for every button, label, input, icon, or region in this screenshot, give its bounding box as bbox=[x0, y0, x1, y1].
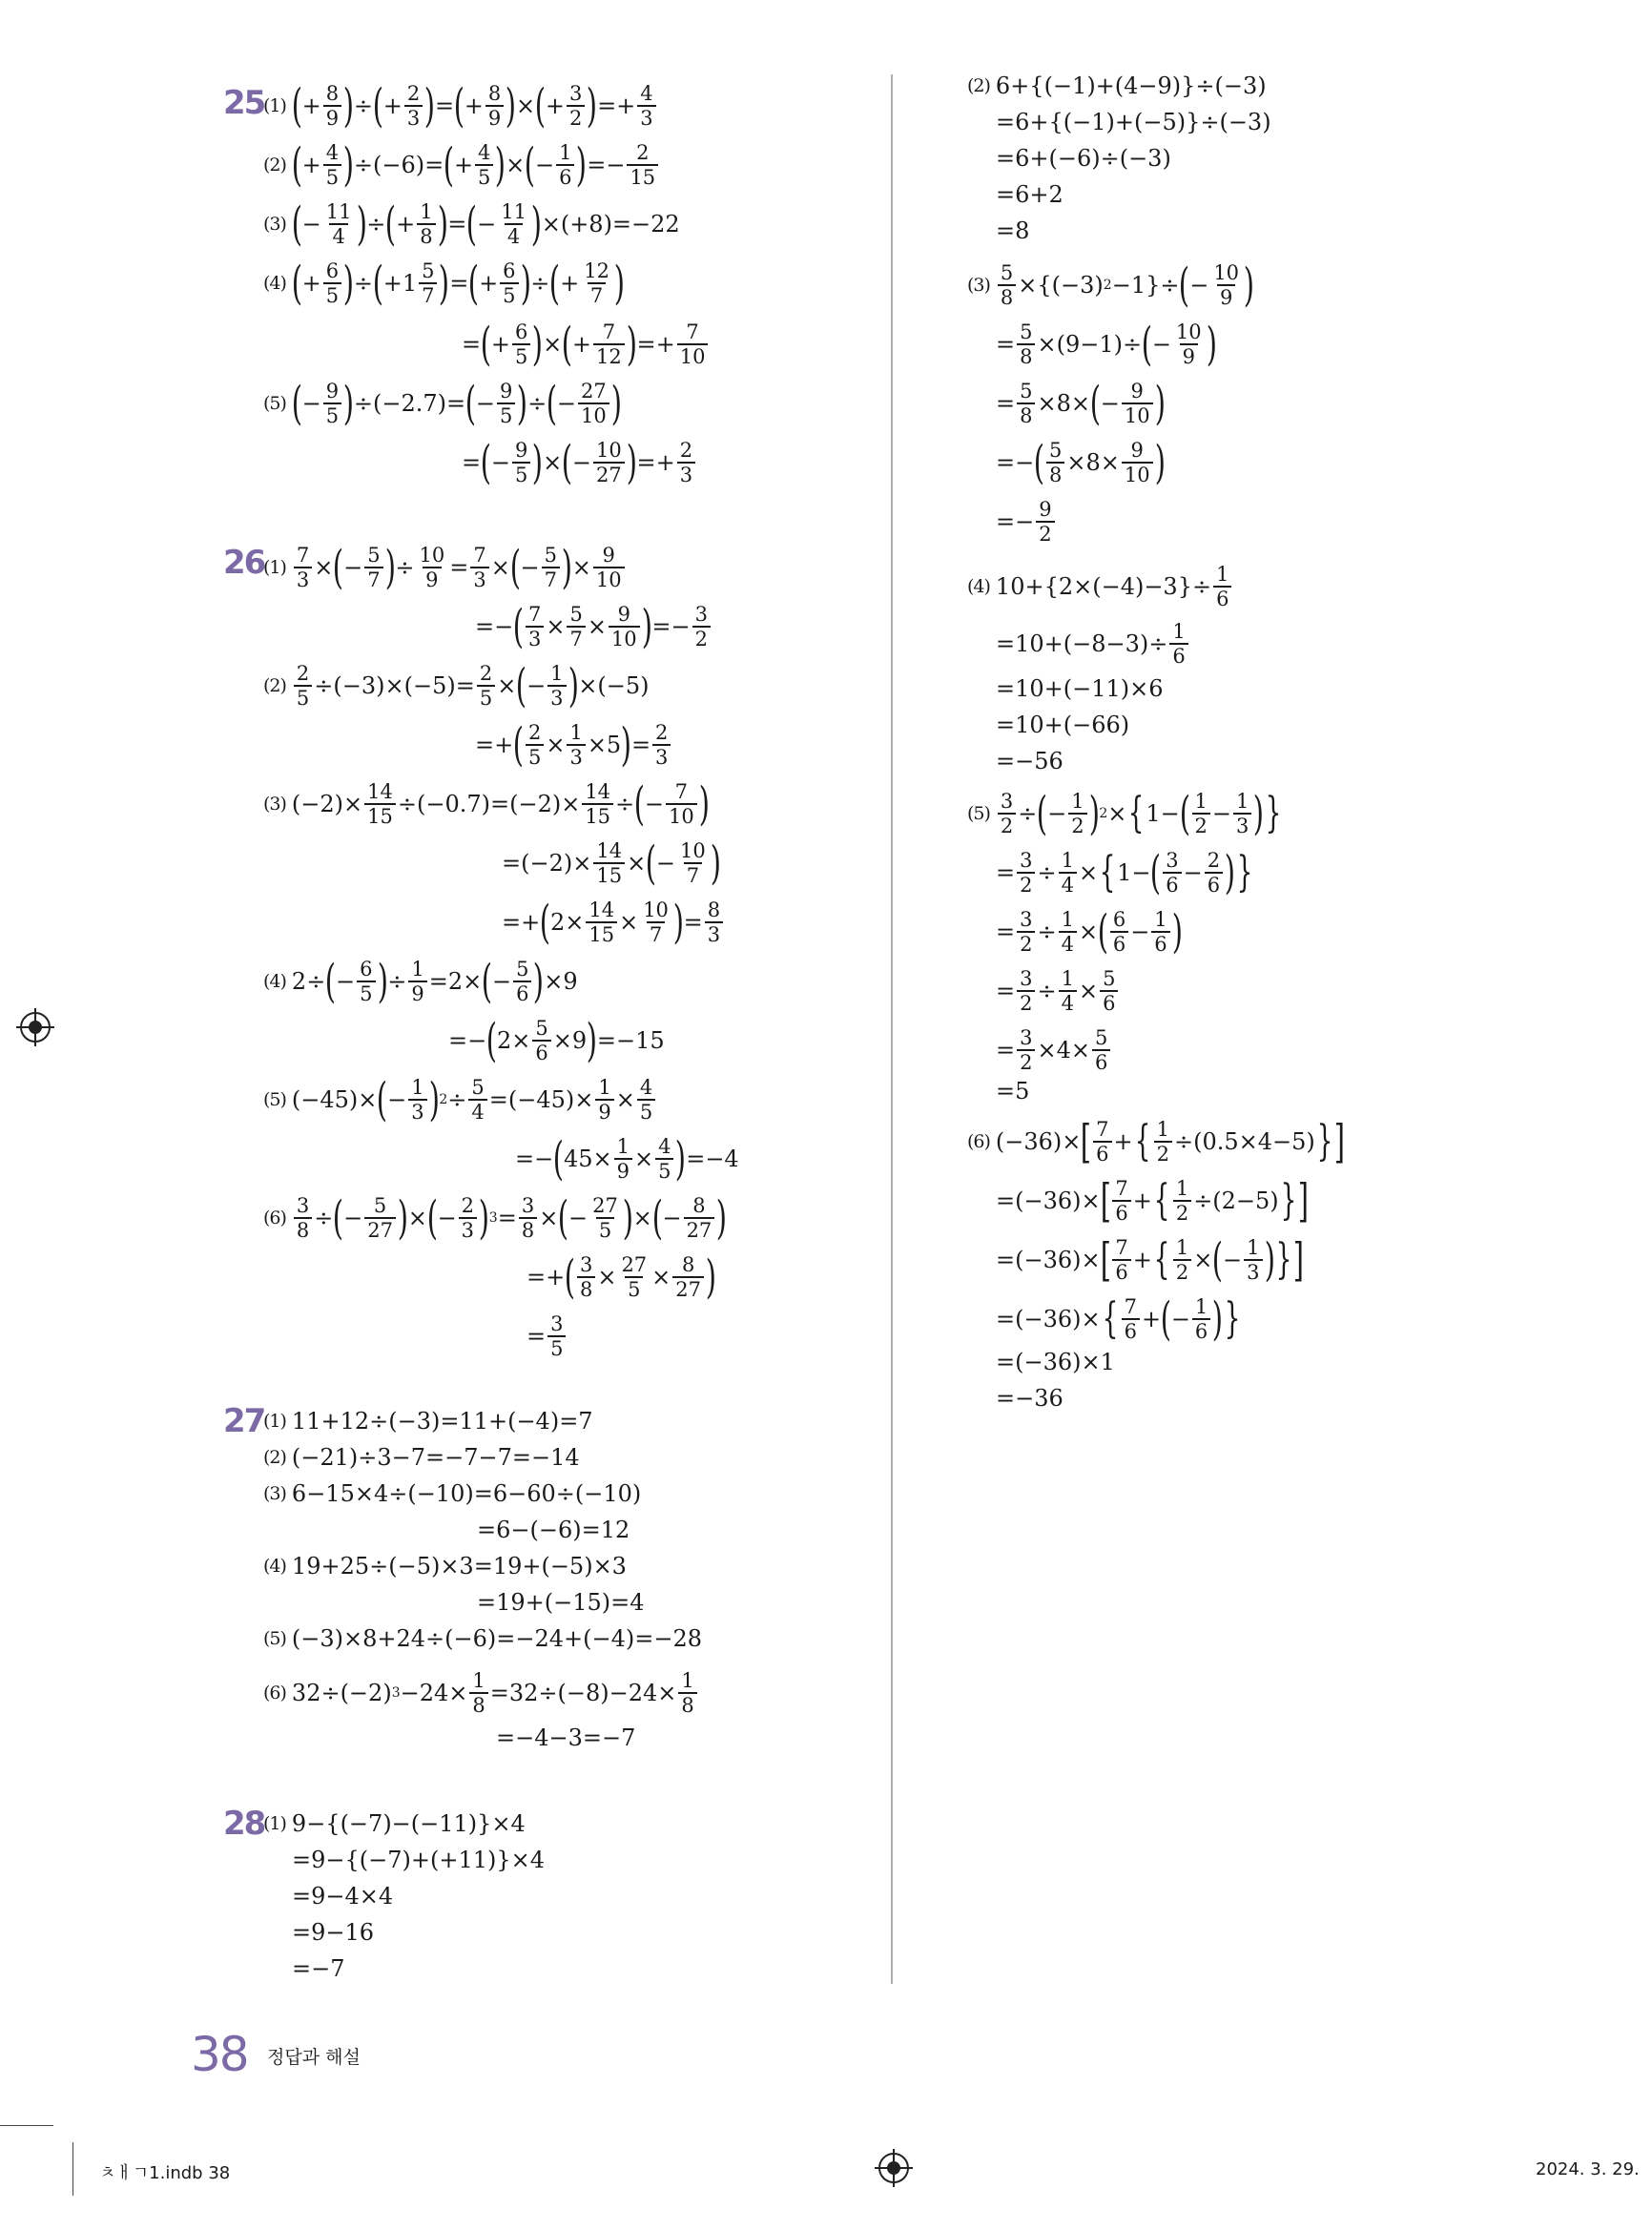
right-column bbox=[897, 0, 1652, 2022]
equation-line: (3) $\frac{5}{8}$ ×{(−3) 2 −1}÷ ( − $\frac{10}{9}$ ) bbox=[967, 258, 1255, 312]
equation-line: =10+(−66) bbox=[996, 712, 1130, 738]
equation-line: =−7 bbox=[292, 1955, 345, 1982]
equation-line: (3) (−2)× $\frac{14}{15}$ ÷(−0.7)=(−2)× $\frac{14}{15}$ ÷ ( − $\frac{7}{10}$ ) bbox=[263, 777, 710, 831]
equation-line: (4) 2÷ ( − $\frac{6}{5}$ ) ÷ $\frac{1}{9}$ =2× ( − $\frac{5}{6}$ ) ×9 bbox=[263, 955, 578, 1008]
equation-line: =8 bbox=[996, 217, 1030, 244]
equation-line: (2) (−21)÷3−7=−7−7=−14 bbox=[263, 1444, 580, 1471]
equation-line: (2) $\frac{2}{5}$ ÷(−3)×(−5)= $\frac{2}{5}$ × ( − $\frac{1}{3}$ ) ×(−5) bbox=[263, 659, 650, 712]
equation-line: = $\frac{5}{8}$ ×(9−1)÷ ( − $\frac{10}{9}$ ) bbox=[996, 318, 1217, 371]
left-column bbox=[0, 0, 897, 2022]
equation-line: =− $\frac{9}{2}$ bbox=[996, 498, 1057, 546]
equation-line: (4) ( + $\frac{6}{5}$ ) ÷ ( +1 $\frac{5}{7}$ ) = ( + $\frac{6}{5}$ ) ÷ ( + $\frac{12}{7}$ ) bbox=[263, 257, 625, 310]
equation-line: = $\frac{5}{8}$ ×8× ( − $\frac{9}{10}$ ) bbox=[996, 377, 1166, 430]
equation-line: = $\frac{3}{2}$ ×4× $\frac{5}{6}$ bbox=[996, 1026, 1112, 1074]
equation-line: =(−36)×1 bbox=[996, 1349, 1115, 1375]
equation-line: =9−4×4 bbox=[292, 1883, 394, 1910]
equation-line: =6+{(−1)+(−5)}÷(−3) bbox=[996, 109, 1271, 135]
equation-line: (4) 10+{2×(−4)−3}÷ $\frac{1}{6}$ bbox=[967, 563, 1233, 610]
equation-line: =9−16 bbox=[292, 1919, 375, 1946]
equation-line: (5) ( − $\frac{9}{5}$ ) ÷(−2.7)= ( − $\frac{9}{5}$ ) ÷ ( − $\frac{27}{10}$ ) bbox=[263, 377, 622, 430]
equation-line: =−4−3=−7 bbox=[496, 1724, 636, 1751]
equation-line: (2) 6+{(−1)+(4−9)}÷(−3) bbox=[967, 72, 1267, 99]
equation-line: =−36 bbox=[996, 1385, 1063, 1412]
equation-line: (6) (−36)× [ $\frac{7}{6}$ + { $\frac{1}{2}$ ÷(0.5×4−5) } ] bbox=[967, 1115, 1345, 1168]
equation-line: (1) $\frac{7}{3}$ × ( − $\frac{5}{7}$ ) ÷ $\frac{10}{9}$ = $\frac{7}{3}$ × ( − $\frac{5}{7}$ ) × $\frac{9}{10}$ bbox=[263, 544, 627, 591]
equation-line: =5 bbox=[996, 1078, 1030, 1105]
equation-line: =− ( $\frac{5}{8}$ ×8× $\frac{9}{10}$ ) bbox=[996, 436, 1166, 489]
equation-line: (1) 9−{(−7)−(−11)}×4 bbox=[263, 1810, 526, 1837]
equation-line: =− ( $\frac{7}{3}$ × $\frac{5}{7}$ × $\frac{9}{10}$ ) =− $\frac{3}{2}$ bbox=[475, 603, 712, 650]
crop-mark bbox=[72, 2142, 73, 2196]
page-number: 38 bbox=[191, 2027, 248, 2082]
equation-line: (3) ( − $\frac{11}{4}$ ) ÷ ( + $\frac{1}{8}$ ) = ( − $\frac{11}{4}$ ) ×(+8)=−22 bbox=[263, 197, 680, 251]
footer-title: 정답과 해설 bbox=[267, 2047, 361, 2068]
equation-line: =(−36)× { $\frac{7}{6}$ + ( − $\frac{1}{6}$ ) } bbox=[996, 1292, 1241, 1346]
equation-line: (5) (−3)×8+24÷(−6)=−24+(−4)=−28 bbox=[263, 1625, 702, 1652]
crop-mark bbox=[0, 2125, 53, 2126]
equation-line: =6−(−6)=12 bbox=[477, 1517, 630, 1543]
equation-line: (6) $\frac{3}{8}$ ÷ ( − $\frac{5}{27}$ ) × ( − $\frac{2}{3}$ ) 3 = $\frac{3}{8}$ × ( − $\frac{27}{5}$ ) × ( − $\frac{8}{27}$ ) bbox=[263, 1191, 728, 1245]
equation-line: (6) 32÷(−2) 3 −24× $\frac{1}{8}$ =32÷(−8)−24× $\frac{1}{8}$ bbox=[263, 1669, 699, 1717]
problem-number: 27 bbox=[223, 1402, 265, 1440]
equation-line: =(−36)× [ $\frac{7}{6}$ + { $\frac{1}{2}$ × ( − $\frac{1}{3}$ ) } ] bbox=[996, 1233, 1305, 1287]
equation-line: =+ ( $\frac{2}{5}$ × $\frac{1}{3}$ ×5 ) = $\frac{2}{3}$ bbox=[475, 721, 672, 769]
equation-line: (3) 6−15×4÷(−10)=6−60÷(−10) bbox=[263, 1480, 642, 1507]
equation-line: =6+2 bbox=[996, 181, 1063, 208]
problem-number: 25 bbox=[223, 84, 265, 122]
print-date: 2024. 3. 29. bbox=[1536, 2159, 1640, 2179]
equation-line: (1) ( + $\frac{8}{9}$ ) ÷ ( + $\frac{2}{3}$ ) = ( + $\frac{8}{9}$ ) × ( + $\frac{3}{2}$ ) =+ $\frac{4}{3}$ bbox=[263, 82, 658, 130]
equation-line: (5) $\frac{3}{2}$ ÷ ( − $\frac{1}{2}$ ) 2 × { 1− ( $\frac{1}{2}$ − $\frac{1}{3}$ ) } bbox=[967, 787, 1282, 840]
equation-line: =19+(−15)=4 bbox=[477, 1589, 645, 1616]
equation-line: = $\frac{3}{5}$ bbox=[527, 1312, 568, 1360]
equation-line: =(−2)× $\frac{14}{15}$ × ( − $\frac{10}{7}$ ) bbox=[502, 836, 721, 890]
problem-number: 28 bbox=[223, 1805, 265, 1843]
equation-line: =10+(−11)×6 bbox=[996, 675, 1164, 702]
equation-line: (5) (−45)× ( − $\frac{1}{3}$ ) 2 ÷ $\frac{5}{4}$ =(−45)× $\frac{1}{9}$ × $\frac{4}{5}$ bbox=[263, 1076, 657, 1124]
equation-line: (2) ( + $\frac{4}{5}$ ) ÷(−6)= ( + $\frac{4}{5}$ ) × ( − $\frac{1}{6}$ ) =− $\frac{2}{15}$ bbox=[263, 141, 660, 189]
equation-line: (1) 11+12÷(−3)=11+(−4)=7 bbox=[263, 1408, 593, 1435]
equation-line: =+ ( $\frac{3}{8}$ × $\frac{27}{5}$ × $\frac{8}{27}$ ) bbox=[527, 1250, 717, 1304]
equation-line: (4) 19+25÷(−5)×3=19+(−5)×3 bbox=[263, 1553, 627, 1580]
equation-line: =− ( 45× $\frac{1}{9}$ × $\frac{4}{5}$ ) =−4 bbox=[515, 1132, 739, 1186]
equation-line: =10+(−8−3)÷ $\frac{1}{6}$ bbox=[996, 620, 1190, 668]
equation-line: = $\frac{3}{2}$ ÷ $\frac{1}{4}$ × $\frac{5}{6}$ bbox=[996, 967, 1120, 1015]
equation-line: = ( − $\frac{9}{5}$ ) × ( − $\frac{10}{27}$ ) =+ $\frac{2}{3}$ bbox=[462, 439, 697, 486]
equation-line: =+ ( 2× $\frac{14}{15}$ × $\frac{10}{7}$ ) = $\frac{8}{3}$ bbox=[502, 898, 725, 946]
equation-line: =−56 bbox=[996, 748, 1063, 774]
equation-line: = $\frac{3}{2}$ ÷ $\frac{1}{4}$ × ( $\frac{6}{6}$ − $\frac{1}{6}$ ) bbox=[996, 905, 1183, 959]
registration-mark-icon bbox=[20, 1012, 51, 1043]
equation-line: =9−{(−7)+(+11)}×4 bbox=[292, 1847, 545, 1873]
equation-line: =(−36)× [ $\frac{7}{6}$ + { $\frac{1}{2}$ ÷(2−5) } ] bbox=[996, 1174, 1309, 1228]
print-file-info: ㅊㅐㄱ1.indb 38 bbox=[99, 2163, 231, 2183]
equation-line: =− ( 2× $\frac{5}{6}$ ×9 ) =−15 bbox=[448, 1014, 665, 1067]
equation-line: = ( + $\frac{6}{5}$ ) × ( + $\frac{7}{12}$ ) =+ $\frac{7}{10}$ bbox=[462, 320, 710, 368]
equation-line: = $\frac{3}{2}$ ÷ $\frac{1}{4}$ × { 1− ( $\frac{3}{6}$ − $\frac{2}{6}$ ) } bbox=[996, 846, 1253, 899]
equation-line: =6+(−6)÷(−3) bbox=[996, 145, 1171, 172]
registration-mark-icon bbox=[878, 2153, 909, 2183]
problem-number: 26 bbox=[223, 544, 265, 582]
column-divider bbox=[891, 74, 893, 1984]
